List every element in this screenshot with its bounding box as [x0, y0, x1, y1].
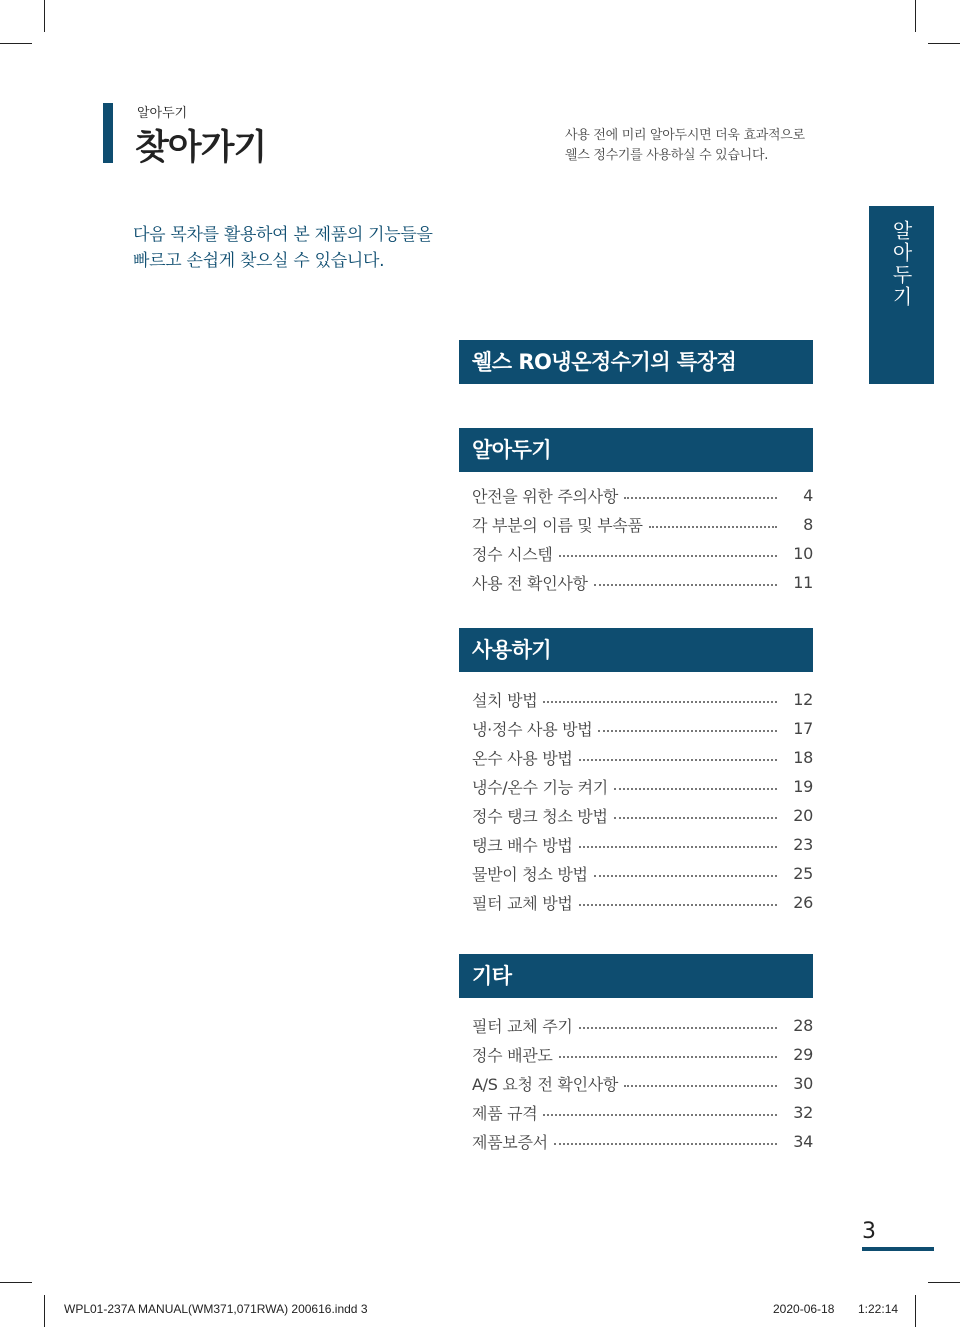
side-tab-label: 알아두기	[889, 220, 913, 308]
toc-leader-dots	[594, 584, 777, 586]
toc-item[interactable]	[472, 772, 813, 801]
toc-leader-dots	[543, 701, 777, 703]
toc-item-page: 32	[793, 1103, 813, 1122]
toc-item[interactable]	[472, 568, 813, 597]
section-header-features[interactable]: 웰스 RO냉온정수기의 특장점	[459, 340, 813, 384]
intro-line: 빠르고 손쉽게 찾으실 수 있습니다.	[133, 251, 385, 271]
toc-item[interactable]	[472, 714, 813, 743]
toc-item-page: 18	[793, 748, 813, 767]
intro-line: 다음 목차를 활용하여 본 제품의 기능들을	[133, 225, 433, 245]
toc-item-label: 온수 사용 방법	[472, 749, 573, 768]
toc-leader-dots	[649, 526, 777, 528]
toc-leader-dots	[579, 904, 777, 906]
toc-item-label: A/S 요청 전 확인사항	[472, 1075, 619, 1094]
toc-list-use	[472, 685, 813, 917]
toc-item-page: 20	[793, 806, 813, 825]
toc-leader-dots	[559, 555, 777, 557]
footer-time: 1:22:14	[858, 1302, 899, 1316]
toc-item[interactable]	[472, 888, 813, 917]
crop-mark	[44, 1295, 45, 1327]
toc-item-label: 제품보증서	[472, 1133, 548, 1152]
toc-item[interactable]	[472, 801, 813, 830]
toc-item-label: 정수 탱크 청소 방법	[472, 807, 608, 826]
toc-item-label: 안전을 위한 주의사항	[472, 487, 618, 506]
toc-item-page: 34	[793, 1132, 813, 1151]
toc-item-page: 23	[793, 835, 813, 854]
toc-item-page: 8	[803, 515, 813, 534]
footer-filename: WPL01-237A MANUAL(WM371,071RWA) 200616.indd 3	[64, 1302, 368, 1316]
toc-item[interactable]	[472, 685, 813, 714]
toc-item-page: 4	[803, 486, 813, 505]
crop-mark	[0, 43, 32, 44]
toc-leader-dots	[614, 788, 777, 790]
toc-leader-dots	[614, 817, 777, 819]
toc-item[interactable]	[472, 743, 813, 772]
toc-leader-dots	[579, 759, 777, 761]
toc-leader-dots	[579, 1027, 777, 1029]
intro-text	[133, 222, 433, 274]
toc-item[interactable]	[472, 1098, 813, 1127]
toc-item-page: 12	[793, 690, 813, 709]
crop-mark	[928, 43, 960, 44]
section-header-etc[interactable]: 기타	[459, 954, 813, 998]
crop-mark	[915, 1295, 916, 1327]
toc-item-label: 냉수/온수 기능 켜기	[472, 778, 608, 797]
toc-item-page: 11	[793, 573, 813, 592]
header-note-line: 웰스 정수기를 사용하실 수 있습니다.	[565, 148, 769, 163]
side-tab[interactable]	[869, 206, 934, 384]
toc-item-page: 17	[793, 719, 813, 738]
toc-item[interactable]	[472, 510, 813, 539]
toc-item[interactable]	[472, 830, 813, 859]
section-kicker: 알아두기	[137, 106, 188, 121]
toc-item-page: 26	[793, 893, 813, 912]
crop-mark	[928, 1282, 960, 1283]
toc-item-label: 사용 전 확인사항	[472, 574, 588, 593]
section-header-use[interactable]: 사용하기	[459, 628, 813, 672]
toc-leader-dots	[624, 497, 777, 499]
toc-item[interactable]	[472, 859, 813, 888]
page-number-rule	[862, 1247, 934, 1251]
toc-item-label: 각 부분의 이름 및 부속품	[472, 516, 643, 535]
header-note	[565, 126, 805, 166]
toc-item-page: 29	[793, 1045, 813, 1064]
toc-leader-dots	[554, 1143, 777, 1145]
toc-item-page: 28	[793, 1016, 813, 1035]
toc-item-label: 정수 배관도	[472, 1046, 553, 1065]
toc-leader-dots	[559, 1056, 777, 1058]
crop-mark	[915, 0, 916, 32]
crop-mark	[0, 1282, 32, 1283]
footer-date: 2020-06-18	[773, 1302, 835, 1316]
section-header-know[interactable]: 알아두기	[459, 428, 813, 472]
toc-leader-dots	[598, 730, 777, 732]
toc-item-label: 정수 시스템	[472, 545, 553, 564]
toc-item[interactable]	[472, 481, 813, 510]
crop-mark	[44, 0, 45, 32]
toc-leader-dots	[594, 875, 777, 877]
toc-item-label: 물받이 청소 방법	[472, 865, 588, 884]
toc-list-know	[472, 481, 813, 597]
toc-item-label: 필터 교체 주기	[472, 1017, 573, 1036]
page-number: 3	[862, 1219, 876, 1244]
toc-leader-dots	[624, 1085, 777, 1087]
toc-item[interactable]	[472, 1040, 813, 1069]
toc-item[interactable]	[472, 1011, 813, 1040]
toc-item-label: 필터 교체 방법	[472, 894, 573, 913]
toc-leader-dots	[543, 1114, 777, 1116]
toc-item[interactable]	[472, 1127, 813, 1156]
toc-item-page: 19	[793, 777, 813, 796]
page-title: 찾아가기	[135, 128, 267, 168]
toc-item[interactable]	[472, 1069, 813, 1098]
toc-item-page: 25	[793, 864, 813, 883]
toc-item-page: 30	[793, 1074, 813, 1093]
toc-list-etc	[472, 1011, 813, 1156]
toc-item-page: 10	[793, 544, 813, 563]
toc-item-label: 탱크 배수 방법	[472, 836, 573, 855]
header-note-line: 사용 전에 미리 알아두시면 더욱 효과적으로	[565, 128, 805, 143]
toc-leader-dots	[579, 846, 777, 848]
toc-item-label: 제품 규격	[472, 1104, 538, 1123]
toc-item[interactable]	[472, 539, 813, 568]
toc-item-label: 설치 방법	[472, 691, 538, 710]
title-accent-bar	[103, 103, 113, 163]
toc-item-label: 냉·정수 사용 방법	[472, 720, 593, 739]
